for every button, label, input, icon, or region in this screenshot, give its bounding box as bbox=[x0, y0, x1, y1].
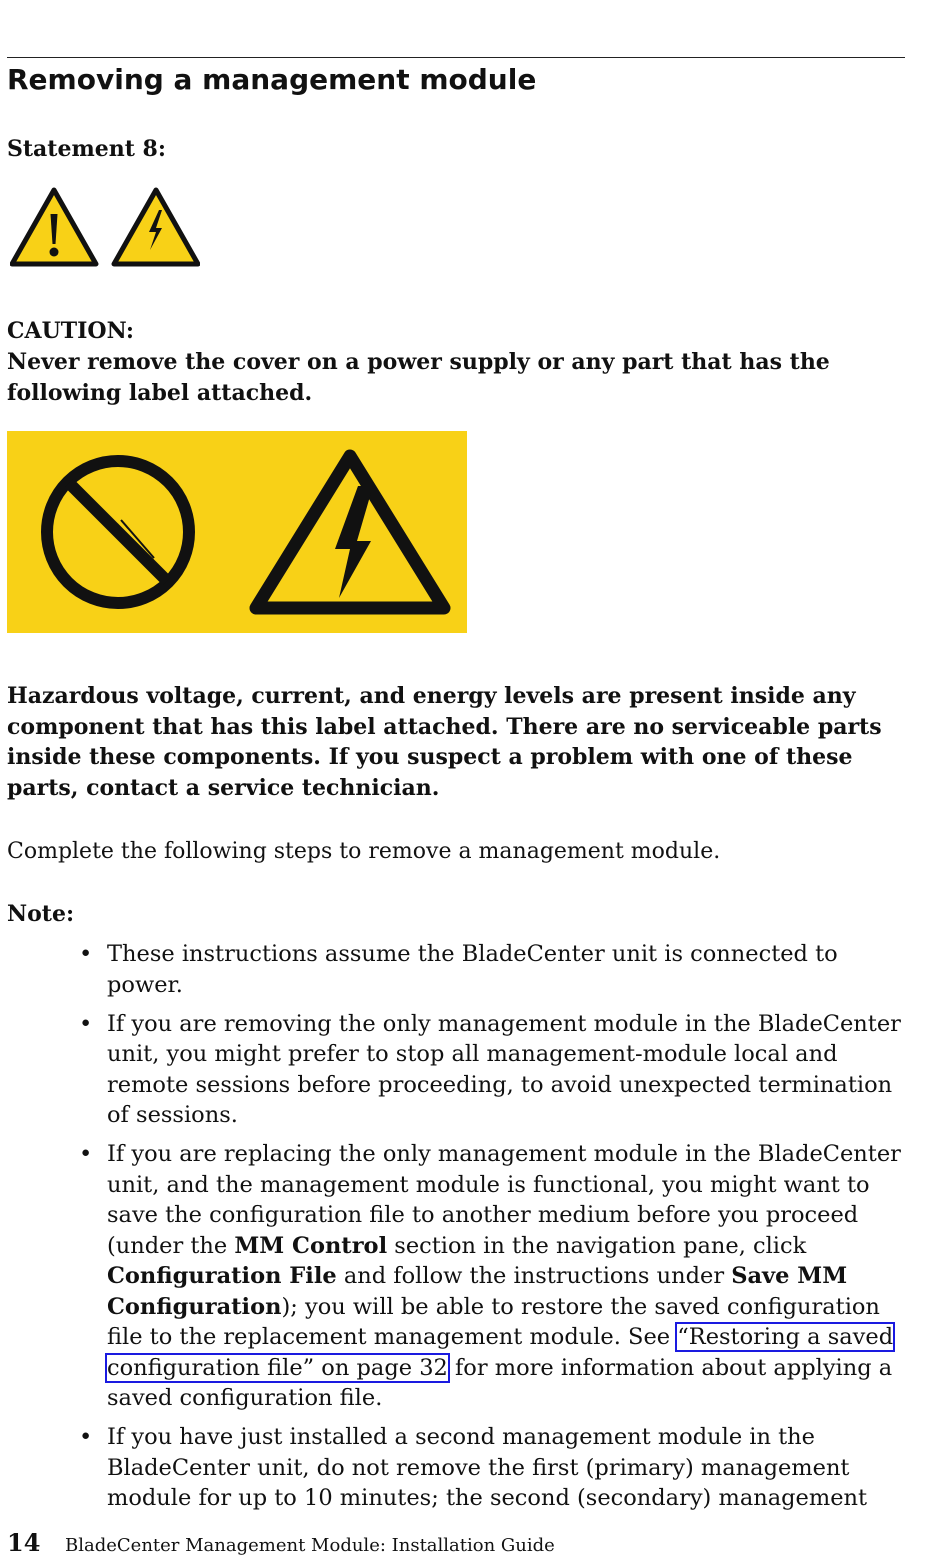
section-heading: Removing a management module bbox=[7, 63, 537, 96]
note-text: These instructions assume the BladeCenter unit is connected to power. bbox=[107, 941, 838, 998]
ui-term-save-mm-configuration: Save MM Configuration bbox=[107, 1263, 848, 1320]
page-footer bbox=[7, 1528, 555, 1562]
bullet: • bbox=[79, 1424, 93, 1450]
cross-reference-link[interactable]: “Restoring a saved configuration file” on page 32 bbox=[107, 1324, 894, 1381]
note-text: If you are replacing the only management module in the BladeCenter unit, and the management module is functional, you might want to save the configuration file to another medium before you proceed (under the bbox=[107, 1141, 901, 1259]
ui-term-mm-control: MM Control bbox=[234, 1232, 388, 1259]
bullet: • bbox=[79, 941, 93, 967]
statement-hazard-icons bbox=[10, 186, 200, 270]
intro-paragraph: Complete the following steps to remove a management module. bbox=[7, 839, 721, 864]
note-text: and follow the instructions under bbox=[336, 1263, 732, 1289]
caution-text: Never remove the cover on a power supply or any part that has the following label attached. bbox=[7, 349, 830, 406]
caution-block bbox=[7, 316, 907, 409]
top-rule bbox=[7, 57, 905, 58]
note-text: section in the navigation pane, click bbox=[387, 1232, 807, 1259]
ui-term-configuration-file: Configuration File bbox=[107, 1263, 337, 1289]
warning-exclamation-icon bbox=[12, 190, 96, 264]
hazard-warning-text: Hazardous voltage, current, and energy levels are present inside any component that has this label attached. There are no serviceable parts inside these components. If you suspect a problem with one of these parts, contact a service technician. bbox=[7, 683, 882, 801]
list-item bbox=[79, 1139, 907, 1414]
list-item bbox=[79, 1422, 907, 1514]
page-number: 14 bbox=[7, 1528, 41, 1557]
hazard-label-graphic bbox=[7, 431, 467, 633]
caution-label: CAUTION: bbox=[7, 318, 135, 344]
bullet: • bbox=[79, 1010, 93, 1037]
electrical-hazard-icon bbox=[114, 190, 198, 264]
list-item bbox=[79, 939, 907, 1000]
note-label: Note: bbox=[7, 901, 75, 927]
note-text: for more information about applying a saved configuration file. bbox=[107, 1354, 893, 1411]
note-text: ); you will be able to restore the saved configuration file to the replacement management module. See bbox=[107, 1293, 880, 1350]
footer-doc-title: BladeCenter Management Module: Installation Guide bbox=[65, 1535, 555, 1556]
statement-label: Statement 8: bbox=[7, 136, 166, 162]
bullet: • bbox=[79, 1141, 93, 1167]
list-item bbox=[79, 1009, 907, 1131]
notes-list bbox=[79, 939, 907, 1522]
note-text: If you have just installed a second management module in the BladeCenter unit, do not remove the first (primary) management module for up to 10 minutes; the second (secondary) management bbox=[107, 1424, 868, 1511]
note-text: If you are removing the only management module in the BladeCenter unit, you might prefer to stop all management-module local and remote sessions before proceeding, to avoid unexpected termination of sessions. bbox=[107, 1010, 901, 1128]
